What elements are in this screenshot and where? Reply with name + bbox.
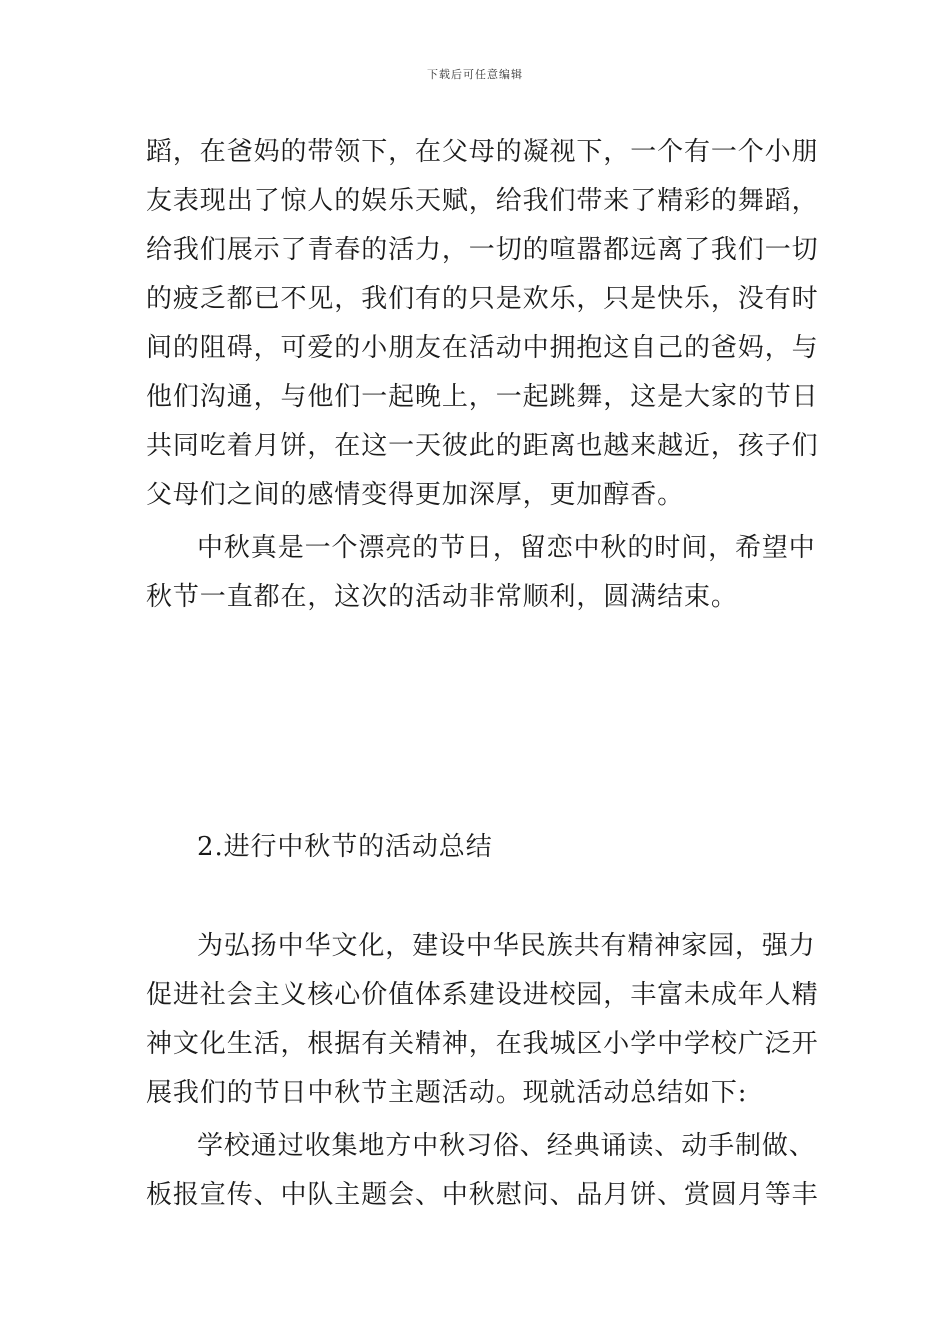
page-header: 下载后可任意编辑 — [427, 68, 523, 81]
text-line: 父母们之间的感情变得更加深厚，更加醇香。 — [146, 480, 685, 510]
text-line: 共同吃着月饼，在这一天彼此的距离也越来越近，孩子们 — [146, 431, 819, 461]
paragraph-first-line: 学校通过收集地方中秋习俗、经典诵读、动手制做、 — [197, 1131, 816, 1161]
text-line: 展我们的节日中秋节主题活动。现就活动总结如下: — [146, 1078, 748, 1108]
text-line: 板报宣传、中队主题会、中秋慰问、品月饼、赏圆月等丰 — [146, 1180, 819, 1210]
text-line: 友表现出了惊人的娱乐天赋，给我们带来了精彩的舞蹈， — [146, 186, 819, 216]
text-line: 间的阻碍，可爱的小朋友在活动中拥抱这自己的爸妈，与 — [146, 333, 819, 363]
section-heading: 2.进行中秋节的活动总结 — [197, 832, 493, 862]
paragraph-first-line: 中秋真是一个漂亮的节日，留恋中秋的时间，希望中 — [197, 533, 816, 563]
text-line: 蹈，在爸妈的带领下，在父母的凝视下，一个有一个小朋 — [146, 137, 819, 167]
text-line: 他们沟通，与他们一起晚上，一起跳舞，这是大家的节日 — [146, 382, 819, 412]
text-line: 的疲乏都已不见，我们有的只是欢乐，只是快乐，没有时 — [146, 284, 819, 314]
paragraph-first-line: 为弘扬中华文化，建设中华民族共有精神家园，强力 — [197, 931, 816, 961]
text-line: 神文化生活，根据有关精神，在我城区小学中学校广泛开 — [146, 1029, 819, 1059]
text-line: 给我们展示了青春的活力，一切的喧嚣都远离了我们一切 — [146, 235, 819, 265]
text-line: 促进社会主义核心价值体系建设进校园，丰富未成年人精 — [146, 980, 819, 1010]
text-line: 秋节一直都在，这次的活动非常顺利，圆满结束。 — [146, 582, 738, 612]
